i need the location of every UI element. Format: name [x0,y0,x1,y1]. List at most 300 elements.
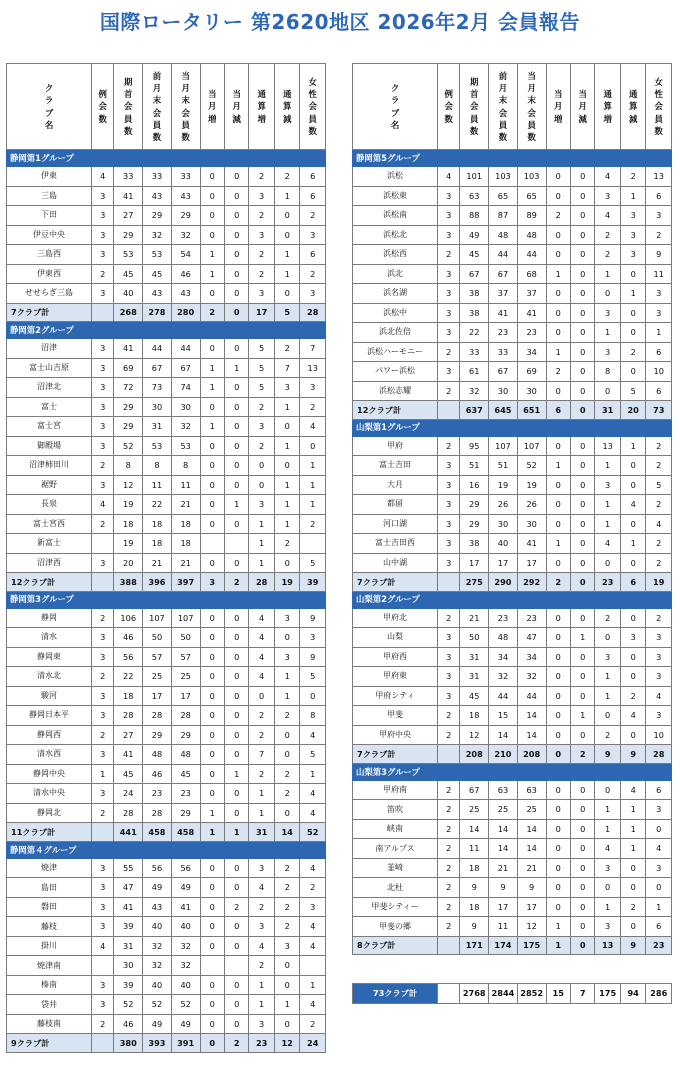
table-cell: 0 [200,667,224,687]
table-cell: 0 [224,667,248,687]
table-cell: 32 [517,667,546,687]
table-cell: 0 [200,186,224,206]
table-cell: 4 [92,167,114,187]
table-cell: 48 [171,745,200,765]
club-name: 北杜 [353,878,438,898]
table-cell: 34 [517,647,546,667]
table-cell: 0 [224,378,248,398]
table-cell: 2 [300,514,326,534]
table-cell: 53 [143,436,172,456]
table-cell: 3 [300,225,326,245]
membership-table-right [352,63,672,955]
table-cell: 17 [489,553,518,573]
table-cell: 74 [171,378,200,398]
subtotal-cell [92,823,114,842]
table-cell: 1 [249,784,275,804]
table-row [353,780,672,800]
subtotal-cell: 2 [200,303,224,322]
table-cell: 0 [224,225,248,245]
table-cell [92,534,114,554]
table-row [353,667,672,687]
table-cell: 20 [114,553,143,573]
club-name: 沼津西 [7,553,92,573]
table-cell: 2 [438,608,460,628]
table-cell: 16 [460,475,489,495]
table-cell: 1 [274,245,300,265]
table-cell: 56 [143,858,172,878]
table-cell: 29 [114,397,143,417]
group-name: 山梨第1グループ [353,419,672,436]
table-cell: 3 [92,745,114,765]
column-header [546,64,570,150]
table-cell: 2 [646,534,672,554]
table-cell: 0 [546,186,570,206]
table-cell: 29 [114,225,143,245]
club-name: 河口湖 [353,514,438,534]
table-cell: 101 [460,167,489,187]
table-cell: 2 [274,878,300,898]
table-cell: 0 [620,514,646,534]
club-name: 浜松北 [353,225,438,245]
table-cell: 3 [249,225,275,245]
table-cell: 2 [438,436,460,456]
table-cell: 24 [114,784,143,804]
table-cell: 1 [274,667,300,687]
table-cell: 2 [92,456,114,476]
club-name: 浜名湖 [353,284,438,304]
table-cell: 50 [143,628,172,648]
table-cell: 0 [300,686,326,706]
table-cell: 3 [92,686,114,706]
table-cell: 49 [460,225,489,245]
table-row [7,358,326,378]
table-cell: 1 [249,553,275,573]
table-cell: 6 [646,342,672,362]
table-cell: 0 [570,206,594,226]
table-cell: 38 [460,303,489,323]
table-cell: 67 [489,264,518,284]
table-row [7,167,326,187]
table-cell: 17 [171,686,200,706]
club-name: 富士宮 [7,417,92,437]
table-cell: 0 [224,436,248,456]
table-cell: 0 [546,667,570,687]
club-name: 伊東西 [7,264,92,284]
table-cell: 4 [595,839,621,859]
subtotal-label: 7クラブ計 [353,745,438,764]
table-cell: 14 [517,725,546,745]
table-cell: 103 [489,167,518,187]
table-cell: 3 [595,342,621,362]
table-cell: 3 [646,206,672,226]
subtotal-cell: 28 [300,303,326,322]
table-cell: 0 [224,514,248,534]
table-cell: 40 [143,975,172,995]
table-cell: 11 [171,475,200,495]
table-cell: 5 [249,378,275,398]
table-row [7,534,326,554]
table-cell: 4 [595,534,621,554]
table-cell: 0 [274,284,300,304]
table-cell: 0 [274,745,300,765]
table-cell [224,534,248,554]
table-row [353,264,672,284]
table-cell: 4 [646,686,672,706]
table-row [353,553,672,573]
table-cell: 0 [274,225,300,245]
table-cell: 17 [460,553,489,573]
table-cell: 3 [438,514,460,534]
table-cell: 87 [489,206,518,226]
table-cell: 2 [274,764,300,784]
table-cell: 3 [249,858,275,878]
table-cell: 3 [438,534,460,554]
club-name: 甲斐 [353,706,438,726]
table-cell: 0 [620,362,646,382]
table-cell: 0 [546,608,570,628]
column-header [200,64,224,150]
table-cell: 29 [114,417,143,437]
table-cell: 29 [143,206,172,226]
table-cell: 57 [171,647,200,667]
table-cell: 1 [274,475,300,495]
table-cell: 25 [517,800,546,820]
table-cell: 2 [620,342,646,362]
table-cell: 2 [274,784,300,804]
table-cell: 3 [300,628,326,648]
table-cell: 18 [460,858,489,878]
table-cell: 0 [200,397,224,417]
column-header [249,64,275,150]
table-cell: 13 [300,358,326,378]
table-cell: 41 [517,534,546,554]
subtotal-cell: 0 [546,745,570,764]
group-name: 山梨第2グループ [353,591,672,608]
table-cell: 3 [274,378,300,398]
table-cell: 39 [114,975,143,995]
table-cell: 3 [92,995,114,1015]
table-cell: 11 [143,475,172,495]
club-name: 袋井 [7,995,92,1015]
table-cell: 29 [171,206,200,226]
table-cell: 3 [438,186,460,206]
table-cell [200,534,224,554]
table-cell: 0 [274,553,300,573]
subtotal-cell [92,1034,114,1053]
table-cell: 8 [300,706,326,726]
table-cell: 6 [300,186,326,206]
table-cell: 46 [114,628,143,648]
table-cell: 2 [249,725,275,745]
table-cell: 1 [274,397,300,417]
table-cell: 7 [249,745,275,765]
table-cell: 14 [489,725,518,745]
table-cell: 4 [300,725,326,745]
table-row [7,456,326,476]
club-name: 沼津柿田川 [7,456,92,476]
header-row [353,64,672,150]
subtotal-cell: 5 [274,303,300,322]
club-name: 富士宮西 [7,514,92,534]
grand-total-table [352,983,672,1004]
table-cell: 52 [114,995,143,1015]
table-cell: 2 [274,534,300,554]
subtotal-cell: 2 [546,573,570,592]
table-cell: 0 [200,167,224,187]
table-cell: 40 [171,975,200,995]
table-cell: 25 [460,800,489,820]
column-header [438,64,460,150]
subtotal-row [353,573,672,592]
table-cell: 6 [646,381,672,401]
table-cell: 8 [114,456,143,476]
table-cell: 30 [517,381,546,401]
table-row [7,647,326,667]
table-cell: 9 [460,878,489,898]
table-cell: 106 [114,608,143,628]
table-cell: 2 [274,858,300,878]
table-cell: 0 [546,878,570,898]
table-cell: 69 [114,358,143,378]
page-title: 国際ロータリー 第2620地区 2026年2月 会員報告 [99,10,581,34]
table-cell: 18 [460,706,489,726]
table-cell: 1 [646,323,672,343]
group-name: 静岡第5グループ [353,150,672,167]
subtotal-cell: 171 [460,936,489,955]
table-cell: 0 [274,456,300,476]
table-cell: 4 [620,780,646,800]
table-cell: 44 [517,245,546,265]
table-cell: 25 [489,800,518,820]
table-cell: 12 [517,917,546,937]
table-cell: 0 [224,917,248,937]
table-row [7,784,326,804]
subtotal-label: 7クラブ計 [353,573,438,592]
grand-total-cell: 2844 [489,984,518,1004]
table-cell: 0 [224,206,248,226]
table-cell: 1 [595,514,621,534]
table-cell: 0 [570,456,594,476]
table-cell: 2 [646,495,672,515]
table-row [353,608,672,628]
table-cell: 0 [546,245,570,265]
column-header-label: 当 月 増 [554,89,563,124]
table-row [7,956,326,976]
column-header [595,64,621,150]
subtotal-cell: 39 [300,573,326,592]
table-cell: 0 [224,628,248,648]
table-cell: 0 [570,667,594,687]
table-cell: 0 [570,342,594,362]
subtotal-cell: 208 [460,745,489,764]
table-cell: 0 [570,917,594,937]
column-header [274,64,300,150]
table-cell: 1 [300,456,326,476]
table-row [7,764,326,784]
club-name: 甲斐シティー [353,897,438,917]
subtotal-cell: 2 [570,745,594,764]
table-cell: 0 [620,303,646,323]
table-cell: 19 [489,475,518,495]
table-row [7,667,326,687]
table-cell: 0 [200,225,224,245]
table-cell: 3 [300,378,326,398]
subtotal-cell: 0 [570,401,594,420]
table-cell: 2 [438,706,460,726]
subtotal-cell: 19 [274,573,300,592]
club-name: 富士吉田 [353,456,438,476]
table-cell: 46 [171,264,200,284]
table-row [353,245,672,265]
table-cell: 73 [143,378,172,398]
table-cell: 21 [171,495,200,515]
table-cell: 9 [517,878,546,898]
table-cell: 3 [249,186,275,206]
subtotal-cell: 278 [143,303,172,322]
subtotal-cell: 397 [171,573,200,592]
table-cell: 3 [92,284,114,304]
table-cell: 1 [200,264,224,284]
table-cell: 3 [438,264,460,284]
table-cell: 0 [595,284,621,304]
table-cell: 0 [570,608,594,628]
table-cell: 21 [143,553,172,573]
club-name: 焼津南 [7,956,92,976]
table-cell: 6 [300,167,326,187]
subtotal-cell: 12 [274,1034,300,1053]
table-cell: 0 [570,167,594,187]
club-name: 藤枝 [7,917,92,937]
table-cell: 40 [489,534,518,554]
table-cell: 3 [92,378,114,398]
table-row [7,206,326,226]
grand-total-cell: 7 [570,984,594,1004]
table-cell: 1 [546,456,570,476]
table-cell: 34 [517,342,546,362]
table-cell: 0 [570,800,594,820]
column-header [460,64,489,150]
subtotal-cell: 280 [171,303,200,322]
table-row [353,878,672,898]
table-cell: 0 [570,284,594,304]
table-cell: 0 [546,495,570,515]
table-cell: 5 [300,667,326,687]
table-cell: 0 [620,667,646,687]
table-cell: 4 [646,514,672,534]
table-cell [224,956,248,976]
column-header-label: 通 算 減 [282,89,292,124]
table-cell: 12 [114,475,143,495]
table-cell: 0 [224,264,248,284]
table-cell: 4 [646,839,672,859]
table-cell: 3 [92,225,114,245]
subtotal-cell: 9 [620,936,646,955]
table-cell: 2 [595,725,621,745]
column-header [646,64,672,150]
subtotal-cell: 19 [646,573,672,592]
table-row [7,436,326,456]
table-row [7,417,326,437]
table-row [7,897,326,917]
table-cell: 4 [300,417,326,437]
subtotal-label: 7クラブ計 [7,303,92,322]
table-cell: 1 [546,534,570,554]
table-cell: 107 [517,436,546,456]
table-cell: 11 [646,264,672,284]
table-cell: 14 [460,819,489,839]
table-cell: 2 [438,878,460,898]
subtotal-label: 8クラブ計 [353,936,438,955]
table-cell: 3 [438,456,460,476]
table-cell: 0 [200,858,224,878]
table-cell: 27 [114,206,143,226]
table-cell: 4 [249,667,275,687]
table-row [7,858,326,878]
table-cell: 0 [570,264,594,284]
table-cell: 38 [460,284,489,304]
table-row [7,553,326,573]
subtotal-cell [438,936,460,955]
table-cell: 0 [224,858,248,878]
subtotal-cell: 396 [143,573,172,592]
table-cell: 0 [249,456,275,476]
table-cell: 0 [224,339,248,359]
table-cell: 2 [92,725,114,745]
subtotal-cell: 23 [595,573,621,592]
table-cell: 0 [274,975,300,995]
table-cell: 0 [224,686,248,706]
club-name: 笛吹 [353,800,438,820]
table-cell: 0 [646,819,672,839]
table-cell: 0 [200,284,224,304]
club-name: 駿河 [7,686,92,706]
table-cell: 0 [570,475,594,495]
grand-total-cell: 175 [595,984,621,1004]
table-cell: 50 [460,628,489,648]
subtotal-cell: 1 [224,823,248,842]
table-cell: 41 [114,186,143,206]
table-cell: 57 [143,647,172,667]
table-cell: 88 [460,206,489,226]
table-cell: 44 [489,686,518,706]
table-cell: 3 [646,706,672,726]
table-row [353,381,672,401]
table-cell: 3 [646,284,672,304]
column-header [7,64,92,150]
subtotal-cell: 0 [224,303,248,322]
table-cell: 0 [595,878,621,898]
table-cell: 2 [249,206,275,226]
subtotal-cell: 2 [224,1034,248,1053]
table-row [353,495,672,515]
table-cell: 3 [438,206,460,226]
group-header-row [353,150,672,167]
table-cell: 0 [200,745,224,765]
column-header [489,64,518,150]
table-cell: 2 [620,897,646,917]
table-cell: 2 [249,264,275,284]
table-cell: 56 [114,647,143,667]
subtotal-cell [92,303,114,322]
subtotal-row [353,401,672,420]
table-cell: 44 [171,339,200,359]
table-cell: 1 [595,897,621,917]
table-cell: 27 [114,725,143,745]
club-name: 富士吉田西 [353,534,438,554]
column-header-label: ク ラ ブ 名 [44,83,54,130]
table-cell: 8 [595,362,621,382]
table-cell: 0 [224,725,248,745]
